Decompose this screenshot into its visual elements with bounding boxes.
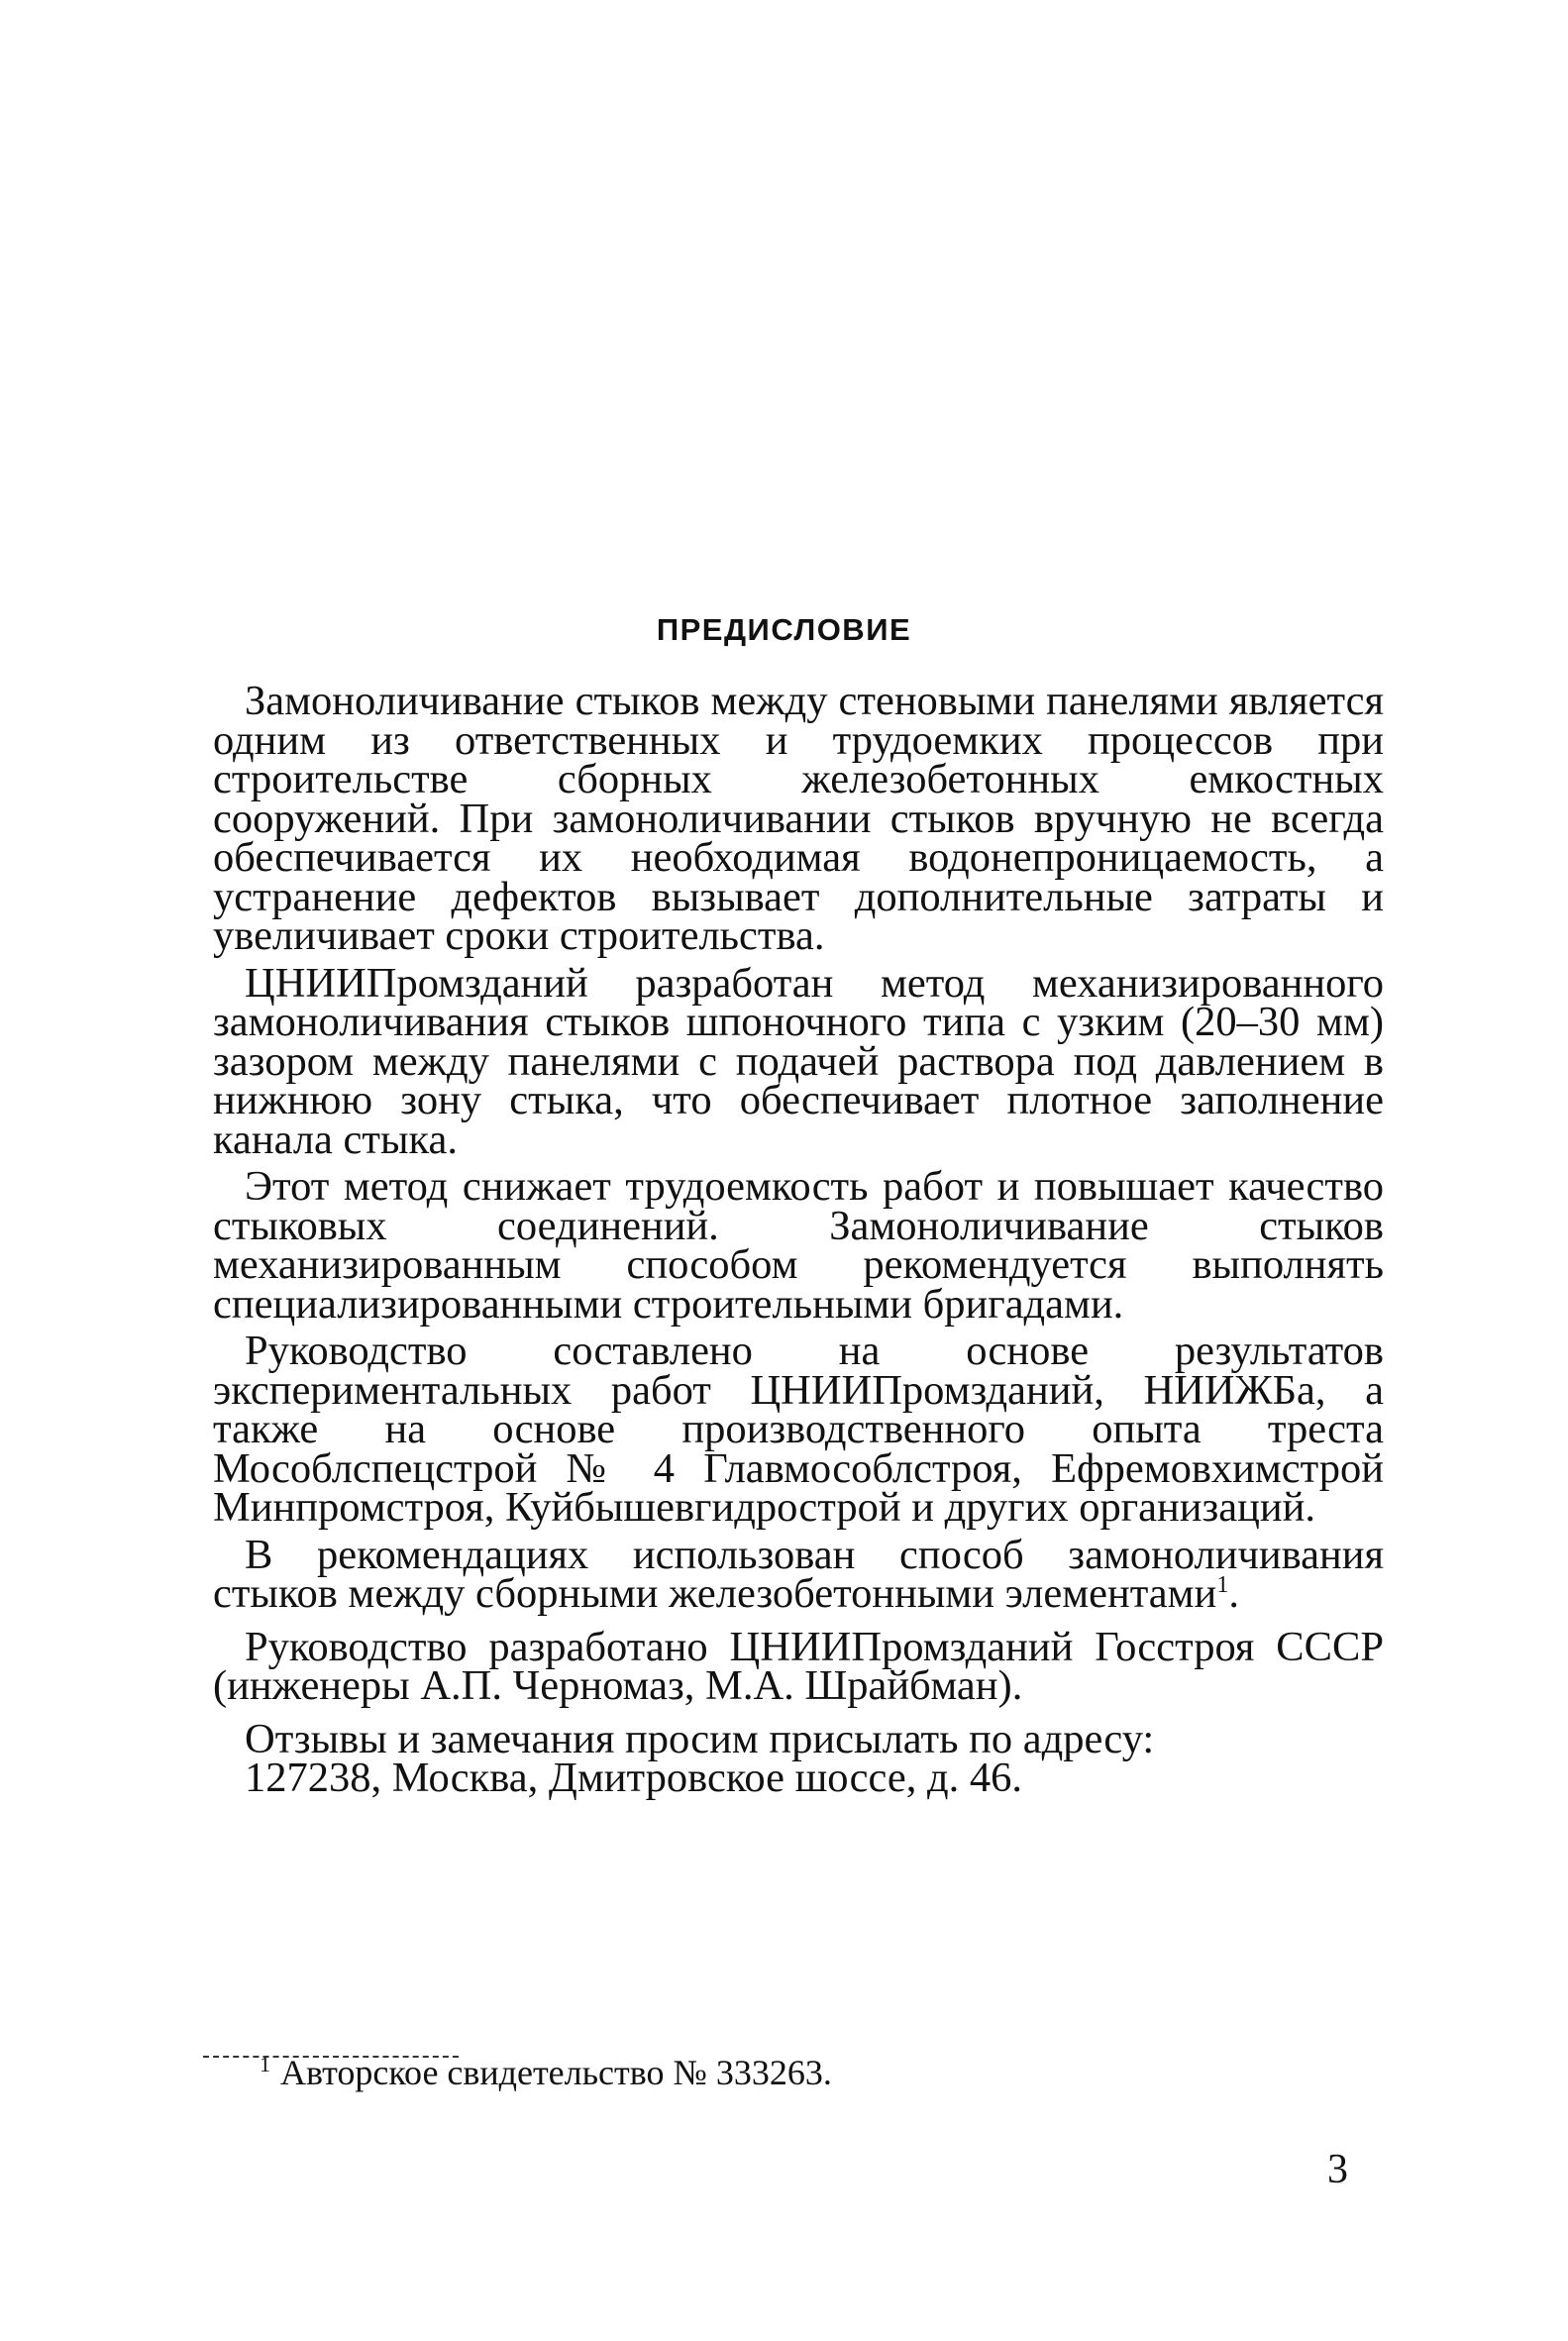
- page-heading: ПРЕДИСЛОВИЕ: [656, 612, 912, 647]
- page-number: 3: [1327, 2147, 1348, 2192]
- paragraph-1: Замоноличивание стыков между стеновыми панелями является одним из ответственных и трудоемких процессов при строительстве сборных железобетонных емкостных сооружений. При замоноличивании стыков вручную не всегда обеспечивается их необходимая водонепроницаемость, а устранение дефектов вызывает дополнительные затраты и увеличивает сроки строительства.: [213, 678, 1384, 959]
- paragraph-2: ЦНИИПромзданий разработан метод механизированного замоноличивания стыков шпоночного типа с узким (20–30 мм) зазором между панелями с подачей раствора под давлением в нижнюю зону стыка, что обеспечивает плотное заполнение канала стыка.: [213, 959, 1384, 1163]
- address-line: 127238, Москва, Дмитровское шоссе, д. 46.: [245, 1755, 1022, 1801]
- paragraph-5: [213, 1531, 1384, 1617]
- paragraph-3: Этот метод снижает трудоемкость работ и повышает качество стыковых соединений. Замоноличивание стыков механизированным способом рекомендуется выполнять специализированными строительными бригадами.: [213, 1163, 1384, 1328]
- footnote: [260, 2051, 832, 2094]
- footnote-reference: 1: [1216, 1571, 1229, 1598]
- feedback-line: Отзывы и замечания просим присылать по адресу:: [245, 1715, 1155, 1762]
- authors-paragraph: Руководство разработано ЦНИИПромзданий Госстроя СССР (инженеры А.П. Черномаз, М.А. Шрайбман).: [213, 1623, 1384, 1709]
- footnote-text: Авторское свидетельство № 333263.: [280, 2053, 832, 2092]
- preface-body: [213, 678, 1384, 1806]
- paragraph-5-text: В рекомендациях использован способ замоноличивания стыков между сборными железобетонными элементами: [213, 1531, 1384, 1617]
- footnote-mark: 1: [260, 2052, 270, 2076]
- paragraph-4: Руководство составлено на основе результатов экспериментальных работ ЦНИИПромзданий, НИИЖБа, а также на основе производственного опыта треста Мособлспецстрой № 4 Главмособлстроя, Ефремовхимстрой Минпромстроя, Куйбышевгидрострой и других организаций.: [213, 1328, 1384, 1531]
- paragraph-5-end: .: [1228, 1570, 1239, 1617]
